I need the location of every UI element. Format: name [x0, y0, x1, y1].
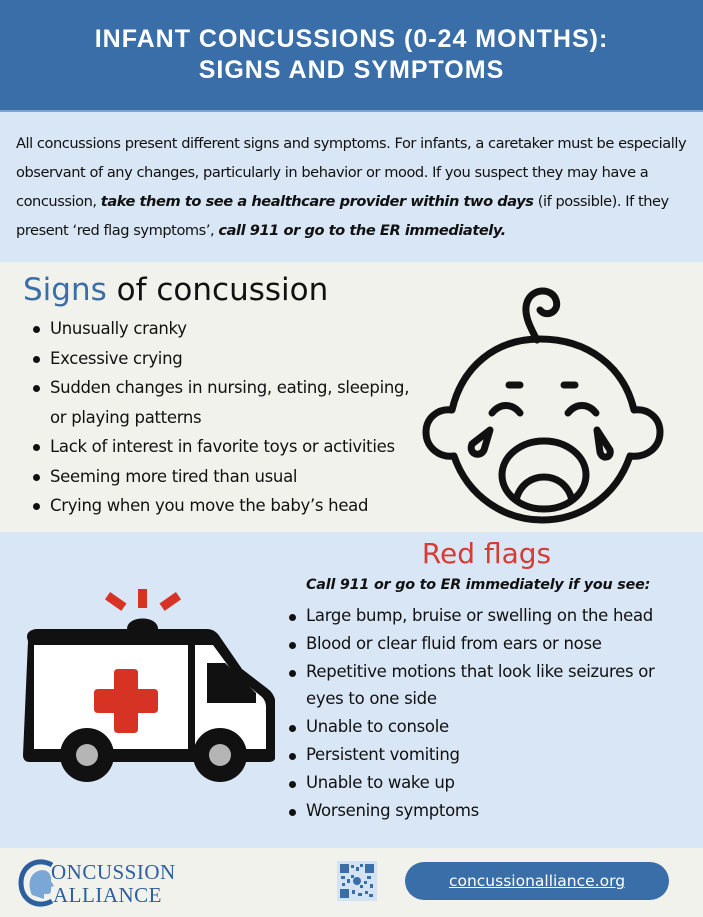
list-item: Blood or clear fluid from ears or nose — [289, 630, 689, 658]
website-link[interactable]: concussionalliance.org — [448, 872, 626, 890]
list-item: Large bump, bruise or swelling on the head — [289, 602, 689, 630]
list-item: Crying when you move the baby’s head — [33, 491, 423, 521]
logo-text-line2: ALLIANCE — [53, 883, 162, 907]
list-item: Unable to wake up — [289, 769, 689, 797]
page-title-line2: SIGNS AND SYMPTOMS — [198, 56, 505, 84]
logo-text-line1: ONCUSSION — [51, 860, 176, 884]
signs-heading-rest: of concussion — [106, 272, 329, 308]
intro-text-2: (if possible). If they present ‘red flag symptoms’, — [16, 193, 669, 239]
list-item: Repetitive motions that look like seizures or eyes to one side — [289, 658, 689, 714]
list-item: Sudden changes in nursing, eating, sleeping, or playing patterns — [33, 373, 423, 432]
red-flags-heading: Red flags — [421, 537, 552, 570]
red-flags-subtitle: Call 911 or go to ER immediately if you see: — [306, 577, 651, 593]
website-link-button[interactable] — [405, 862, 669, 900]
list-item: Worsening symptoms — [289, 797, 689, 825]
concussion-alliance-logo — [18, 857, 198, 909]
list-item: Lack of interest in favorite toys or activities — [33, 432, 423, 462]
footer — [0, 848, 703, 917]
ambulance-icon — [20, 585, 275, 785]
signs-list — [33, 314, 423, 521]
signs-heading-accent: Signs — [23, 272, 107, 308]
intro-section — [0, 112, 703, 262]
list-item: Excessive crying — [33, 344, 423, 374]
crying-baby-face-icon — [420, 272, 680, 527]
page-title-line1: INFANT CONCUSSIONS (0-24 MONTHS): — [94, 25, 609, 53]
intro-paragraph — [16, 129, 688, 245]
list-item: Unable to console — [289, 713, 689, 741]
intro-emphasis-911: call 911 or go to the ER immediately. — [218, 222, 506, 239]
qr-code-icon[interactable] — [337, 861, 377, 901]
intro-text-1: All concussions present different signs and symptoms. For infants, a caretaker must be especially observant of any changes, particularly in behavior or mood. If you suspect they may have a concussion, — [16, 135, 687, 210]
list-item: Seeming more tired than usual — [33, 462, 423, 492]
signs-heading — [23, 272, 328, 308]
list-item: Persistent vomiting — [289, 741, 689, 769]
header-banner — [0, 0, 703, 112]
intro-emphasis-provider: take them to see a healthcare provider within two days — [100, 193, 534, 210]
list-item: Unusually cranky — [33, 314, 423, 344]
red-flags-list — [289, 602, 689, 824]
